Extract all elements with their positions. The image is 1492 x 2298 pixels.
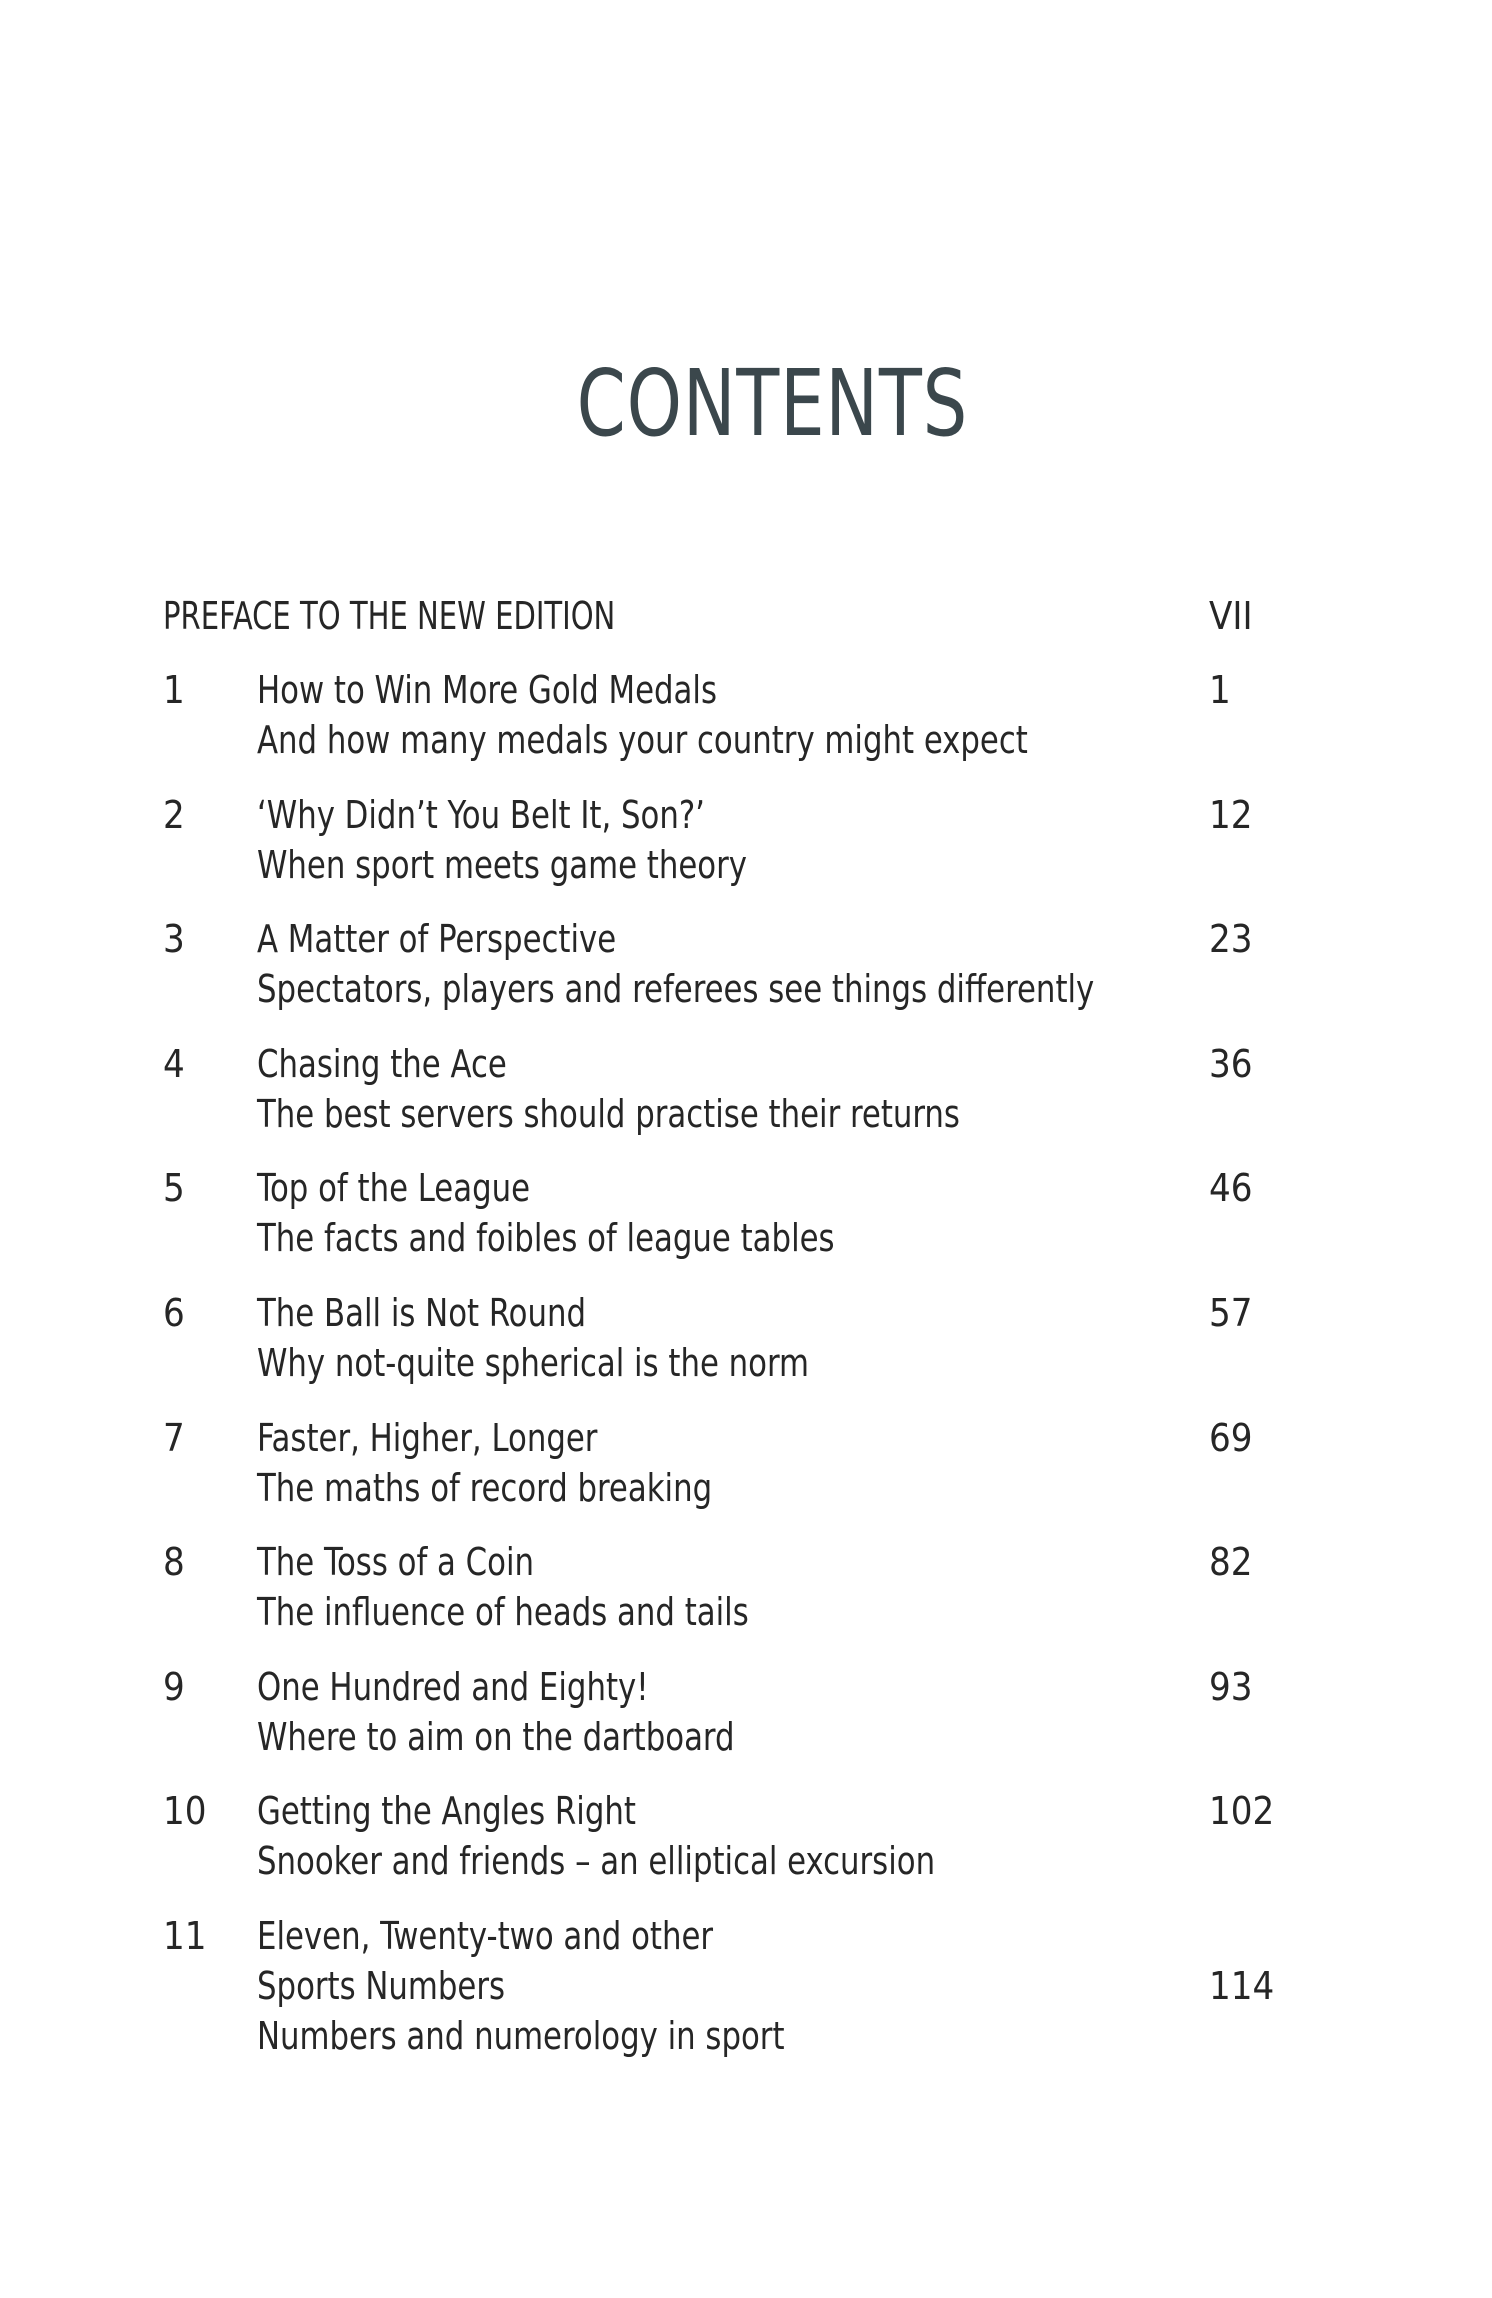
chapter-subtitle: And how many medals your country might expect xyxy=(257,718,1028,762)
chapter-subtitle: When sport meets game theory xyxy=(257,842,747,887)
chapter-page: 82 xyxy=(1209,1540,1253,1585)
chapter-page: 36 xyxy=(1209,1041,1253,1086)
chapter-number: 9 xyxy=(163,1664,185,1709)
chapter-subtitle: Snooker and friends – an elliptical excursion xyxy=(257,1839,936,1884)
chapter-page: 114 xyxy=(1209,1964,1275,2008)
chapter-title: A Matter of Perspective xyxy=(257,917,617,962)
chapter-title: Getting the Angles Right xyxy=(257,1789,636,1834)
chapter-title: Eleven, Twenty-two and other xyxy=(257,1914,714,1958)
chapter-page: 57 xyxy=(1209,1291,1253,1335)
chapter-page: 12 xyxy=(1209,792,1253,837)
chapter-title: Top of the League xyxy=(257,1166,531,1211)
chapter-page: 69 xyxy=(1209,1415,1253,1460)
chapter-subtitle: Where to aim on the dartboard xyxy=(257,1714,735,1759)
chapter-page: 93 xyxy=(1209,1664,1253,1709)
page-title: CONTENTS xyxy=(576,350,969,457)
chapter-title: Sports Numbers xyxy=(257,1964,506,2008)
chapter-subtitle: Why not-quite spherical is the norm xyxy=(257,1341,809,1385)
chapter-title: The Ball is Not Round xyxy=(257,1291,587,1335)
chapter-number: 6 xyxy=(163,1291,185,1335)
chapter-number: 10 xyxy=(163,1789,207,1834)
chapter-number: 2 xyxy=(163,792,185,837)
chapter-subtitle: The maths of record breaking xyxy=(257,1465,713,1510)
chapter-title: The Toss of a Coin xyxy=(257,1540,535,1585)
chapter-subtitle: The best servers should practise their returns xyxy=(257,1091,960,1136)
chapter-subtitle: Spectators, players and referees see things differently xyxy=(257,967,1095,1012)
chapter-title: ‘Why Didn’t You Belt It, Son?’ xyxy=(257,792,705,837)
chapter-number: 3 xyxy=(163,917,185,962)
chapter-page: 102 xyxy=(1209,1789,1275,1834)
chapter-subtitle: The influence of heads and tails xyxy=(257,1590,749,1635)
chapter-number: 4 xyxy=(163,1041,185,1086)
chapter-title: Chasing the Ace xyxy=(257,1041,507,1086)
chapter-number: 11 xyxy=(163,1914,207,1958)
chapter-title: Faster, Higher, Longer xyxy=(257,1415,598,1460)
chapter-subtitle: Numbers and numerology in sport xyxy=(257,2014,785,2058)
chapter-title: How to Win More Gold Medals xyxy=(257,668,717,712)
chapter-number: 1 xyxy=(163,668,185,712)
chapter-subtitle: The facts and foibles of league tables xyxy=(257,1216,835,1261)
chapter-number: 7 xyxy=(163,1415,185,1460)
preface-page: VII xyxy=(1209,594,1253,638)
chapter-title: One Hundred and Eighty! xyxy=(257,1664,649,1709)
chapter-page: 1 xyxy=(1209,668,1231,712)
chapter-page: 23 xyxy=(1209,917,1253,962)
chapter-number: 8 xyxy=(163,1540,185,1585)
chapter-number: 5 xyxy=(163,1166,185,1211)
chapter-page: 46 xyxy=(1209,1166,1253,1211)
preface-label: PREFACE TO THE NEW EDITION xyxy=(163,594,616,638)
